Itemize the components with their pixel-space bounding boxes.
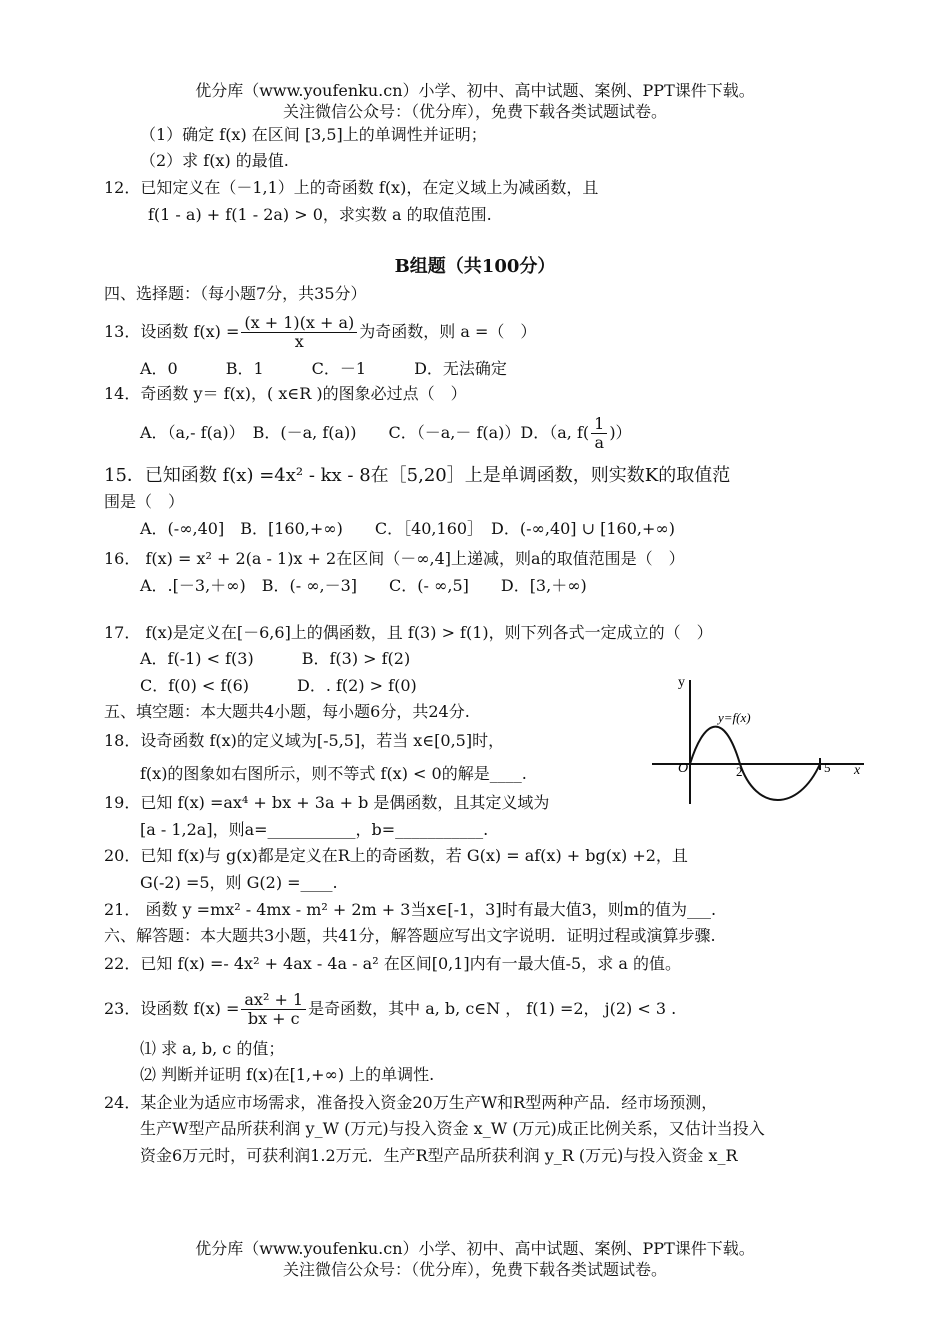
q23-subquestion-1: ⑴ 求 a, b, c 的值； <box>140 1039 285 1058</box>
footer-line-2: 关注微信公众号：（优分库），免费下载各类试题试卷。 <box>282 1260 667 1279</box>
part4-heading: 四、选择题：（每小题7分，共35分） <box>104 284 367 303</box>
q11-part2: （2）求 f(x) 的最值. <box>140 151 289 170</box>
q19-line-2: [a - 1,2a]，则a=___________，b=___________. <box>140 820 489 839</box>
q13-options: A．0 B．1 C．－1 D．无法确定 <box>140 359 507 378</box>
graph-x-label: x <box>854 763 861 778</box>
q15-line-2: 围是（ ） <box>104 492 185 511</box>
part5-heading: 五、填空题：本大题共4小题，每小题6分，共24分. <box>104 702 470 721</box>
q23-subquestion-2: ⑵ 判断并证明 f(x)在[1,+∞) 上的单调性. <box>140 1065 435 1084</box>
q22: 22．已知 f(x) =- 4x² + 4ax - 4a - a² 在区间[0,1]内有一最大值-5，求 a 的值。 <box>104 954 681 973</box>
q14-options-post: )） <box>609 423 632 442</box>
q13-fraction <box>241 314 357 351</box>
header-line-2: 关注微信公众号：（优分库），免费下载各类试题试卷。 <box>282 102 667 121</box>
q12-line-2: f(1 - a) + f(1 - 2a) > 0，求实数 a 的取值范围. <box>148 205 492 224</box>
q14-frac-num: 1 <box>591 415 607 434</box>
function-graph-figure <box>648 672 874 810</box>
q17-stem: 17． f(x)是定义在[－6,6]上的偶函数，且 f(3) > f(1)，则下列各式一定成立的（ ） <box>104 623 713 642</box>
part6-heading: 六、解答题：本大题共3小题，共41分，解答题应写出文字说明．证明过程或演算步骤. <box>104 926 716 945</box>
graph-func-label: y=f(x) <box>718 710 751 725</box>
q14-options <box>140 410 632 456</box>
q14-stem: 14．奇函数 y＝ f(x)，( x∈R )的图象必过点（ ） <box>104 384 467 403</box>
q23-fraction <box>241 991 306 1028</box>
q23-pre: 23．设函数 f(x) = <box>104 999 240 1018</box>
q23-post: 是奇函数，其中 a, b, c∈N ， f(1) =2， j(2) < 3 . <box>308 999 677 1018</box>
q24-line-1: 24．某企业为适应市场需求，准备投入资金20万生产W和R型两种产品．经市场预测， <box>104 1093 718 1112</box>
footer-line-1: 优分库（www.youfenku.cn）小学、初中、高中试题、案例、PPT课件下载。 <box>195 1239 755 1258</box>
q13-stem <box>104 306 536 358</box>
q14-fraction <box>591 415 607 452</box>
q13-denominator: x <box>294 332 304 351</box>
q23-numerator: ax² + 1 <box>241 991 306 1010</box>
graph-y-label: y <box>678 675 685 690</box>
graph-origin-label: O <box>678 761 689 776</box>
q20-line-2: G(-2) =5，则 G(2) =____. <box>140 873 338 892</box>
q16-stem: 16． f(x) = x² + 2(a - 1)x + 2在区间（－∞,4]上递减，则a的取值范围是（ ） <box>104 549 685 568</box>
q17-options-ab: A．f(-1) < f(3) B．f(3) > f(2) <box>140 649 411 668</box>
q13-pre: 13．设函数 f(x) = <box>104 322 240 341</box>
q15-line-1: 15．已知函数 f(x) =4x² - kx - 8在［5,20］上是单调函数，则实数K的取值范 <box>104 465 731 486</box>
graph-tick-2-label: 2 <box>736 764 743 779</box>
q18-line-2: f(x)的图象如右图所示，则不等式 f(x) < 0的解是____. <box>140 764 527 783</box>
q13-post: 为奇函数，则 a =（ ） <box>359 322 537 341</box>
q20-line-1: 20．已知 f(x)与 g(x)都是定义在R上的奇函数，若 G(x) = af(x) + bg(x) +2，且 <box>104 846 688 865</box>
q12-line-1: 12．已知定义在（－1,1）上的奇函数 f(x)，在定义域上为减函数，且 <box>104 178 599 197</box>
q13-numerator: (x + 1)(x + a) <box>241 314 357 333</box>
q17-options-cd: C．f(0) < f(6) D．. f(2) > f(0) <box>140 676 417 695</box>
q16-options: A．.[－3,＋∞) B．(- ∞,－3] C．(- ∞,5] D．[3,＋∞) <box>140 576 587 595</box>
q24-line-2: 生产W型产品所获利润 y_W (万元)与投入资金 x_W (万元)成正比例关系，又估计当投入 <box>140 1119 765 1138</box>
section-b-title: B组题（共100分） <box>394 256 556 277</box>
q14-options-pre: A．（a,- f(a)） B．(－a, f(a)) C．（－a,－ f(a)）D．（a, f( <box>140 423 590 442</box>
header-line-1: 优分库（www.youfenku.cn）小学、初中、高中试题、案例、PPT课件下载。 <box>195 81 755 100</box>
q14-frac-den: a <box>594 433 604 452</box>
q23-stem <box>104 984 676 1034</box>
q15-options: A．(-∞,40] B．[160,+∞) C．［40,160］ D．(-∞,40] ∪ [160,+∞) <box>140 519 675 538</box>
q18-line-1: 18．设奇函数 f(x)的定义域为[-5,5]，若当 x∈[0,5]时， <box>104 731 505 750</box>
q11-part1: （1）确定 f(x) 在区间 [3,5]上的单调性并证明； <box>140 125 487 144</box>
q24-line-3: 资金6万元时，可获利润1.2万元．生产R型产品所获利润 y_R (万元)与投入资金 x_R <box>140 1146 738 1165</box>
q19-line-1: 19．已知 f(x) =ax⁴ + bx + 3a + b 是偶函数，且其定义域为 <box>104 793 550 812</box>
graph-tick-5-label: 5 <box>824 760 831 775</box>
q23-denominator: bx + c <box>247 1009 300 1028</box>
q21: 21． 函数 y =mx² - 4mx - m² + 2m + 3当x∈[-1，3]时有最大值3，则m的值为___. <box>104 900 717 919</box>
